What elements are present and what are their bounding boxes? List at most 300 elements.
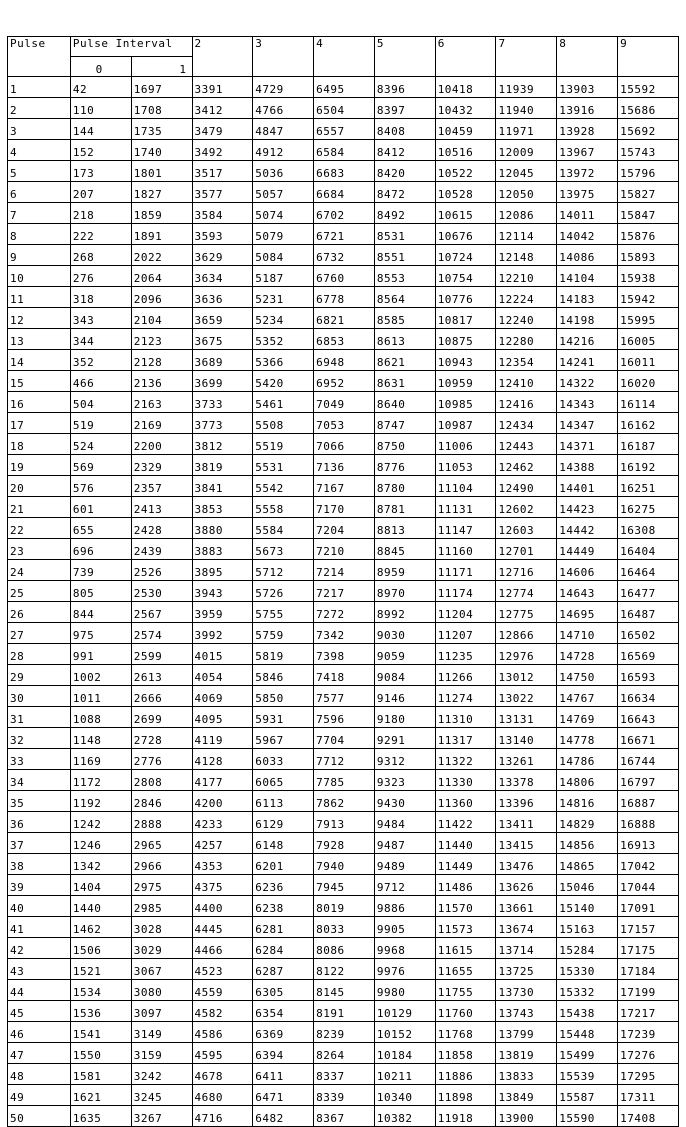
pulse-number-cell: 32 (8, 728, 71, 749)
interval-cell-col-9: 15743 (618, 140, 679, 161)
interval-cell-col-9: 17184 (618, 959, 679, 980)
table-row (8, 287, 679, 308)
interval-cell-col-4: 6778 (314, 287, 375, 308)
interval-cell-col-2: 3412 (192, 98, 253, 119)
interval-cell-col-2: 4054 (192, 665, 253, 686)
interval-cell-col-8: 15140 (557, 896, 618, 917)
interval-cell-col-9: 16593 (618, 665, 679, 686)
table-row (8, 581, 679, 602)
table-row (8, 749, 679, 770)
interval-cell-col-5: 9030 (374, 623, 435, 644)
interval-cell-col-5: 8553 (374, 266, 435, 287)
interval-cell-col-7: 13378 (496, 770, 557, 791)
interval-cell-col-6: 10817 (435, 308, 496, 329)
interval-cell-col-7: 12701 (496, 539, 557, 560)
interval-cell-col-9: 15796 (618, 161, 679, 182)
interval-cell-col-3: 5584 (253, 518, 314, 539)
interval-cell-col-1: 2163 (131, 392, 192, 413)
interval-cell-col-8: 14104 (557, 266, 618, 287)
table-row (8, 707, 679, 728)
table-row (8, 518, 679, 539)
table-row (8, 266, 679, 287)
interval-cell-col-2: 4559 (192, 980, 253, 1001)
interval-cell-col-2: 3584 (192, 203, 253, 224)
pulse-interval-header: Pulse Interval (70, 37, 192, 57)
interval-cell-col-0: 1242 (70, 812, 131, 833)
column-header-1: 1 (131, 57, 192, 77)
pulse-number-cell: 29 (8, 665, 71, 686)
interval-cell-col-6: 10676 (435, 224, 496, 245)
interval-cell-col-0: 173 (70, 161, 131, 182)
interval-cell-col-6: 10875 (435, 329, 496, 350)
interval-cell-col-7: 13261 (496, 749, 557, 770)
interval-cell-col-6: 11573 (435, 917, 496, 938)
table-row (8, 476, 679, 497)
interval-cell-col-5: 8621 (374, 350, 435, 371)
interval-cell-col-0: 1581 (70, 1064, 131, 1085)
interval-cell-col-2: 3629 (192, 245, 253, 266)
interval-cell-col-9: 15942 (618, 287, 679, 308)
interval-cell-col-9: 15995 (618, 308, 679, 329)
interval-cell-col-3: 6129 (253, 812, 314, 833)
interval-cell-col-9: 17175 (618, 938, 679, 959)
interval-cell-col-9: 16187 (618, 434, 679, 455)
interval-cell-col-2: 3943 (192, 581, 253, 602)
interval-cell-col-4: 7049 (314, 392, 375, 413)
interval-cell-col-3: 4766 (253, 98, 314, 119)
interval-cell-col-4: 7136 (314, 455, 375, 476)
interval-cell-col-8: 14011 (557, 203, 618, 224)
interval-cell-col-7: 13799 (496, 1022, 557, 1043)
interval-cell-col-8: 13972 (557, 161, 618, 182)
interval-cell-col-9: 16192 (618, 455, 679, 476)
interval-cell-col-8: 14423 (557, 497, 618, 518)
interval-cell-col-3: 5531 (253, 455, 314, 476)
interval-cell-col-3: 5519 (253, 434, 314, 455)
interval-cell-col-5: 8747 (374, 413, 435, 434)
interval-cell-col-8: 14769 (557, 707, 618, 728)
interval-cell-col-3: 5074 (253, 203, 314, 224)
interval-cell-col-8: 15330 (557, 959, 618, 980)
interval-cell-col-4: 6760 (314, 266, 375, 287)
interval-cell-col-1: 2357 (131, 476, 192, 497)
interval-cell-col-9: 16020 (618, 371, 679, 392)
interval-cell-col-7: 12148 (496, 245, 557, 266)
interval-cell-col-0: 207 (70, 182, 131, 203)
interval-cell-col-3: 5931 (253, 707, 314, 728)
interval-cell-col-8: 14606 (557, 560, 618, 581)
interval-cell-col-0: 1088 (70, 707, 131, 728)
interval-cell-col-0: 344 (70, 329, 131, 350)
interval-cell-col-3: 6033 (253, 749, 314, 770)
interval-cell-col-0: 352 (70, 350, 131, 371)
table-row (8, 938, 679, 959)
interval-cell-col-3: 5187 (253, 266, 314, 287)
pulse-number-cell: 47 (8, 1043, 71, 1064)
interval-cell-col-1: 1891 (131, 224, 192, 245)
pulse-number-cell: 48 (8, 1064, 71, 1085)
interval-cell-col-4: 6702 (314, 203, 375, 224)
interval-cell-col-8: 13916 (557, 98, 618, 119)
interval-cell-col-9: 16634 (618, 686, 679, 707)
interval-cell-col-8: 15539 (557, 1064, 618, 1085)
interval-cell-col-7: 12224 (496, 287, 557, 308)
interval-cell-col-1: 2975 (131, 875, 192, 896)
pulse-number-cell: 40 (8, 896, 71, 917)
pulse-number-cell: 30 (8, 686, 71, 707)
interval-cell-col-8: 14767 (557, 686, 618, 707)
interval-cell-col-2: 3880 (192, 518, 253, 539)
interval-cell-col-5: 9487 (374, 833, 435, 854)
interval-cell-col-1: 2888 (131, 812, 192, 833)
interval-cell-col-5: 8397 (374, 98, 435, 119)
interval-cell-col-3: 6369 (253, 1022, 314, 1043)
interval-cell-col-1: 2428 (131, 518, 192, 539)
interval-cell-col-0: 1342 (70, 854, 131, 875)
interval-cell-col-4: 6952 (314, 371, 375, 392)
interval-cell-col-6: 11360 (435, 791, 496, 812)
column-header-2: 2 (192, 37, 253, 77)
interval-cell-col-7: 12009 (496, 140, 557, 161)
interval-cell-col-5: 9059 (374, 644, 435, 665)
header-row-top (8, 37, 679, 57)
interval-cell-col-2: 4582 (192, 1001, 253, 1022)
interval-cell-col-4: 7170 (314, 497, 375, 518)
interval-cell-col-0: 696 (70, 539, 131, 560)
interval-cell-col-5: 8959 (374, 560, 435, 581)
interval-cell-col-3: 5673 (253, 539, 314, 560)
interval-cell-col-7: 12434 (496, 413, 557, 434)
interval-cell-col-0: 805 (70, 581, 131, 602)
interval-cell-col-5: 8776 (374, 455, 435, 476)
interval-cell-col-0: 576 (70, 476, 131, 497)
interval-cell-col-9: 17408 (618, 1106, 679, 1127)
interval-cell-col-3: 6287 (253, 959, 314, 980)
interval-cell-col-0: 1169 (70, 749, 131, 770)
interval-cell-col-5: 8531 (374, 224, 435, 245)
pulse-number-cell: 41 (8, 917, 71, 938)
interval-cell-col-1: 2413 (131, 497, 192, 518)
interval-cell-col-6: 11310 (435, 707, 496, 728)
interval-cell-col-8: 14216 (557, 329, 618, 350)
interval-cell-col-4: 7210 (314, 539, 375, 560)
interval-cell-col-2: 3819 (192, 455, 253, 476)
interval-cell-col-4: 8033 (314, 917, 375, 938)
interval-cell-col-5: 8551 (374, 245, 435, 266)
interval-cell-col-6: 10615 (435, 203, 496, 224)
interval-cell-col-9: 16888 (618, 812, 679, 833)
interval-cell-col-6: 11104 (435, 476, 496, 497)
interval-cell-col-1: 2776 (131, 749, 192, 770)
table-row (8, 1085, 679, 1106)
interval-cell-col-8: 14695 (557, 602, 618, 623)
interval-cell-col-2: 4119 (192, 728, 253, 749)
interval-cell-col-0: 1541 (70, 1022, 131, 1043)
pulse-number-cell: 36 (8, 812, 71, 833)
interval-cell-col-1: 2123 (131, 329, 192, 350)
interval-cell-col-7: 12114 (496, 224, 557, 245)
interval-cell-col-6: 11204 (435, 602, 496, 623)
interval-cell-col-6: 11655 (435, 959, 496, 980)
interval-cell-col-5: 8992 (374, 602, 435, 623)
interval-cell-col-3: 5036 (253, 161, 314, 182)
column-header-9: 9 (618, 37, 679, 77)
pulse-number-cell: 13 (8, 329, 71, 350)
interval-cell-col-9: 15847 (618, 203, 679, 224)
interval-cell-col-1: 3067 (131, 959, 192, 980)
interval-cell-col-6: 10516 (435, 140, 496, 161)
interval-cell-col-2: 3773 (192, 413, 253, 434)
table-row (8, 203, 679, 224)
interval-cell-col-4: 8019 (314, 896, 375, 917)
pulse-number-cell: 8 (8, 224, 71, 245)
interval-cell-col-1: 2613 (131, 665, 192, 686)
interval-cell-col-8: 14816 (557, 791, 618, 812)
interval-cell-col-5: 8640 (374, 392, 435, 413)
interval-cell-col-2: 4353 (192, 854, 253, 875)
interval-cell-col-8: 15438 (557, 1001, 618, 1022)
interval-cell-col-6: 11858 (435, 1043, 496, 1064)
interval-cell-col-3: 6238 (253, 896, 314, 917)
pulse-number-cell: 2 (8, 98, 71, 119)
interval-cell-col-1: 2136 (131, 371, 192, 392)
interval-cell-col-9: 15827 (618, 182, 679, 203)
pulse-number-cell: 7 (8, 203, 71, 224)
interval-cell-col-1: 3267 (131, 1106, 192, 1127)
column-header-0: 0 (70, 57, 131, 77)
interval-cell-col-5: 9323 (374, 770, 435, 791)
interval-cell-col-2: 3675 (192, 329, 253, 350)
table-row (8, 1043, 679, 1064)
interval-cell-col-5: 9180 (374, 707, 435, 728)
interval-cell-col-7: 13022 (496, 686, 557, 707)
interval-cell-col-3: 5508 (253, 413, 314, 434)
interval-cell-col-7: 13819 (496, 1043, 557, 1064)
interval-cell-col-4: 6495 (314, 77, 375, 98)
interval-cell-col-8: 15448 (557, 1022, 618, 1043)
interval-cell-col-9: 17217 (618, 1001, 679, 1022)
interval-cell-col-7: 12462 (496, 455, 557, 476)
interval-cell-col-7: 12716 (496, 560, 557, 581)
interval-cell-col-4: 6948 (314, 350, 375, 371)
interval-cell-col-5: 8492 (374, 203, 435, 224)
pulse-number-cell: 3 (8, 119, 71, 140)
interval-cell-col-8: 14343 (557, 392, 618, 413)
table-row (8, 1064, 679, 1085)
interval-cell-col-3: 5542 (253, 476, 314, 497)
interval-cell-col-9: 16502 (618, 623, 679, 644)
interval-cell-col-1: 2169 (131, 413, 192, 434)
interval-cell-col-2: 3812 (192, 434, 253, 455)
interval-cell-col-7: 13012 (496, 665, 557, 686)
interval-cell-col-5: 10184 (374, 1043, 435, 1064)
interval-cell-col-3: 5461 (253, 392, 314, 413)
interval-cell-col-1: 2699 (131, 707, 192, 728)
interval-cell-col-4: 7785 (314, 770, 375, 791)
interval-cell-col-0: 844 (70, 602, 131, 623)
table-row (8, 140, 679, 161)
interval-cell-col-9: 16887 (618, 791, 679, 812)
table-row (8, 560, 679, 581)
interval-cell-col-6: 10724 (435, 245, 496, 266)
interval-cell-col-4: 8264 (314, 1043, 375, 1064)
interval-cell-col-7: 12602 (496, 497, 557, 518)
interval-cell-col-3: 5819 (253, 644, 314, 665)
interval-cell-col-7: 12354 (496, 350, 557, 371)
interval-cell-col-4: 8086 (314, 938, 375, 959)
interval-cell-col-7: 13396 (496, 791, 557, 812)
interval-cell-col-6: 11006 (435, 434, 496, 455)
interval-cell-col-8: 14806 (557, 770, 618, 791)
interval-cell-col-2: 4200 (192, 791, 253, 812)
interval-cell-col-2: 3883 (192, 539, 253, 560)
interval-cell-col-9: 17295 (618, 1064, 679, 1085)
interval-cell-col-1: 1697 (131, 77, 192, 98)
interval-cell-col-3: 5850 (253, 686, 314, 707)
interval-cell-col-0: 218 (70, 203, 131, 224)
interval-cell-col-7: 12866 (496, 623, 557, 644)
interval-cell-col-4: 8367 (314, 1106, 375, 1127)
interval-cell-col-5: 9430 (374, 791, 435, 812)
pulse-number-cell: 37 (8, 833, 71, 854)
pulse-number-cell: 14 (8, 350, 71, 371)
interval-cell-col-1: 2966 (131, 854, 192, 875)
pulse-number-cell: 18 (8, 434, 71, 455)
table-row (8, 539, 679, 560)
interval-cell-col-5: 8408 (374, 119, 435, 140)
interval-cell-col-0: 42 (70, 77, 131, 98)
interval-cell-col-2: 3593 (192, 224, 253, 245)
interval-cell-col-0: 1521 (70, 959, 131, 980)
interval-cell-col-1: 3159 (131, 1043, 192, 1064)
interval-cell-col-6: 11274 (435, 686, 496, 707)
interval-cell-col-1: 1708 (131, 98, 192, 119)
interval-cell-col-1: 2530 (131, 581, 192, 602)
interval-cell-col-2: 3659 (192, 308, 253, 329)
interval-cell-col-6: 11207 (435, 623, 496, 644)
interval-cell-col-0: 1172 (70, 770, 131, 791)
interval-cell-col-8: 13903 (557, 77, 618, 98)
pulse-number-cell: 45 (8, 1001, 71, 1022)
table-row (8, 1001, 679, 1022)
interval-cell-col-6: 11235 (435, 644, 496, 665)
interval-cell-col-9: 15876 (618, 224, 679, 245)
interval-cell-col-1: 2022 (131, 245, 192, 266)
interval-cell-col-7: 12210 (496, 266, 557, 287)
interval-cell-col-0: 975 (70, 623, 131, 644)
interval-cell-col-3: 5366 (253, 350, 314, 371)
interval-cell-col-1: 2728 (131, 728, 192, 749)
interval-cell-col-0: 1148 (70, 728, 131, 749)
interval-cell-col-6: 10418 (435, 77, 496, 98)
interval-cell-col-4: 8337 (314, 1064, 375, 1085)
interval-cell-col-4: 6683 (314, 161, 375, 182)
pulse-number-cell: 31 (8, 707, 71, 728)
table-row (8, 665, 679, 686)
interval-cell-col-0: 655 (70, 518, 131, 539)
interval-cell-col-5: 10382 (374, 1106, 435, 1127)
table-row (8, 875, 679, 896)
interval-cell-col-9: 16011 (618, 350, 679, 371)
interval-cell-col-2: 4595 (192, 1043, 253, 1064)
interval-cell-col-0: 1550 (70, 1043, 131, 1064)
interval-cell-col-7: 13674 (496, 917, 557, 938)
interval-cell-col-8: 13975 (557, 182, 618, 203)
interval-cell-col-1: 1801 (131, 161, 192, 182)
interval-cell-col-3: 5846 (253, 665, 314, 686)
interval-cell-col-6: 11147 (435, 518, 496, 539)
interval-cell-col-3: 5759 (253, 623, 314, 644)
pulse-number-cell: 22 (8, 518, 71, 539)
interval-cell-col-5: 8750 (374, 434, 435, 455)
interval-cell-col-7: 12775 (496, 602, 557, 623)
interval-cell-col-5: 10152 (374, 1022, 435, 1043)
table-row (8, 497, 679, 518)
interval-cell-col-6: 11760 (435, 1001, 496, 1022)
interval-cell-col-5: 9291 (374, 728, 435, 749)
interval-cell-col-0: 276 (70, 266, 131, 287)
interval-cell-col-3: 4729 (253, 77, 314, 98)
interval-cell-col-8: 14401 (557, 476, 618, 497)
pulse-number-cell: 49 (8, 1085, 71, 1106)
pulse-number-cell: 5 (8, 161, 71, 182)
interval-cell-col-9: 16487 (618, 602, 679, 623)
pulse-number-cell: 34 (8, 770, 71, 791)
interval-cell-col-3: 5084 (253, 245, 314, 266)
interval-cell-col-3: 5712 (253, 560, 314, 581)
pulse-number-cell: 39 (8, 875, 71, 896)
interval-cell-col-9: 17276 (618, 1043, 679, 1064)
pulse-number-cell: 9 (8, 245, 71, 266)
interval-cell-col-3: 4912 (253, 140, 314, 161)
table-row (8, 98, 679, 119)
interval-cell-col-7: 12774 (496, 581, 557, 602)
interval-cell-col-0: 152 (70, 140, 131, 161)
interval-cell-col-3: 6471 (253, 1085, 314, 1106)
interval-cell-col-9: 15592 (618, 77, 679, 98)
interval-cell-col-5: 9712 (374, 875, 435, 896)
interval-cell-col-2: 3479 (192, 119, 253, 140)
interval-cell-col-6: 11322 (435, 749, 496, 770)
pulse-number-cell: 38 (8, 854, 71, 875)
interval-cell-col-7: 13743 (496, 1001, 557, 1022)
interval-cell-col-8: 14442 (557, 518, 618, 539)
interval-cell-col-3: 5234 (253, 308, 314, 329)
interval-cell-col-1: 2599 (131, 644, 192, 665)
interval-cell-col-3: 6113 (253, 791, 314, 812)
pulse-number-cell: 12 (8, 308, 71, 329)
interval-cell-col-6: 11422 (435, 812, 496, 833)
interval-cell-col-7: 12410 (496, 371, 557, 392)
pulse-number-cell: 46 (8, 1022, 71, 1043)
interval-cell-col-8: 15332 (557, 980, 618, 1001)
interval-cell-col-4: 6684 (314, 182, 375, 203)
interval-cell-col-9: 16744 (618, 749, 679, 770)
interval-cell-col-9: 16162 (618, 413, 679, 434)
interval-cell-col-4: 8239 (314, 1022, 375, 1043)
interval-cell-col-5: 8396 (374, 77, 435, 98)
interval-cell-col-4: 7167 (314, 476, 375, 497)
interval-cell-col-3: 5352 (253, 329, 314, 350)
pulse-number-cell: 20 (8, 476, 71, 497)
interval-cell-col-2: 3634 (192, 266, 253, 287)
pulse-number-cell: 33 (8, 749, 71, 770)
interval-cell-col-4: 7217 (314, 581, 375, 602)
table-row (8, 161, 679, 182)
table-row (8, 1022, 679, 1043)
interval-cell-col-0: 222 (70, 224, 131, 245)
interval-cell-col-2: 4523 (192, 959, 253, 980)
